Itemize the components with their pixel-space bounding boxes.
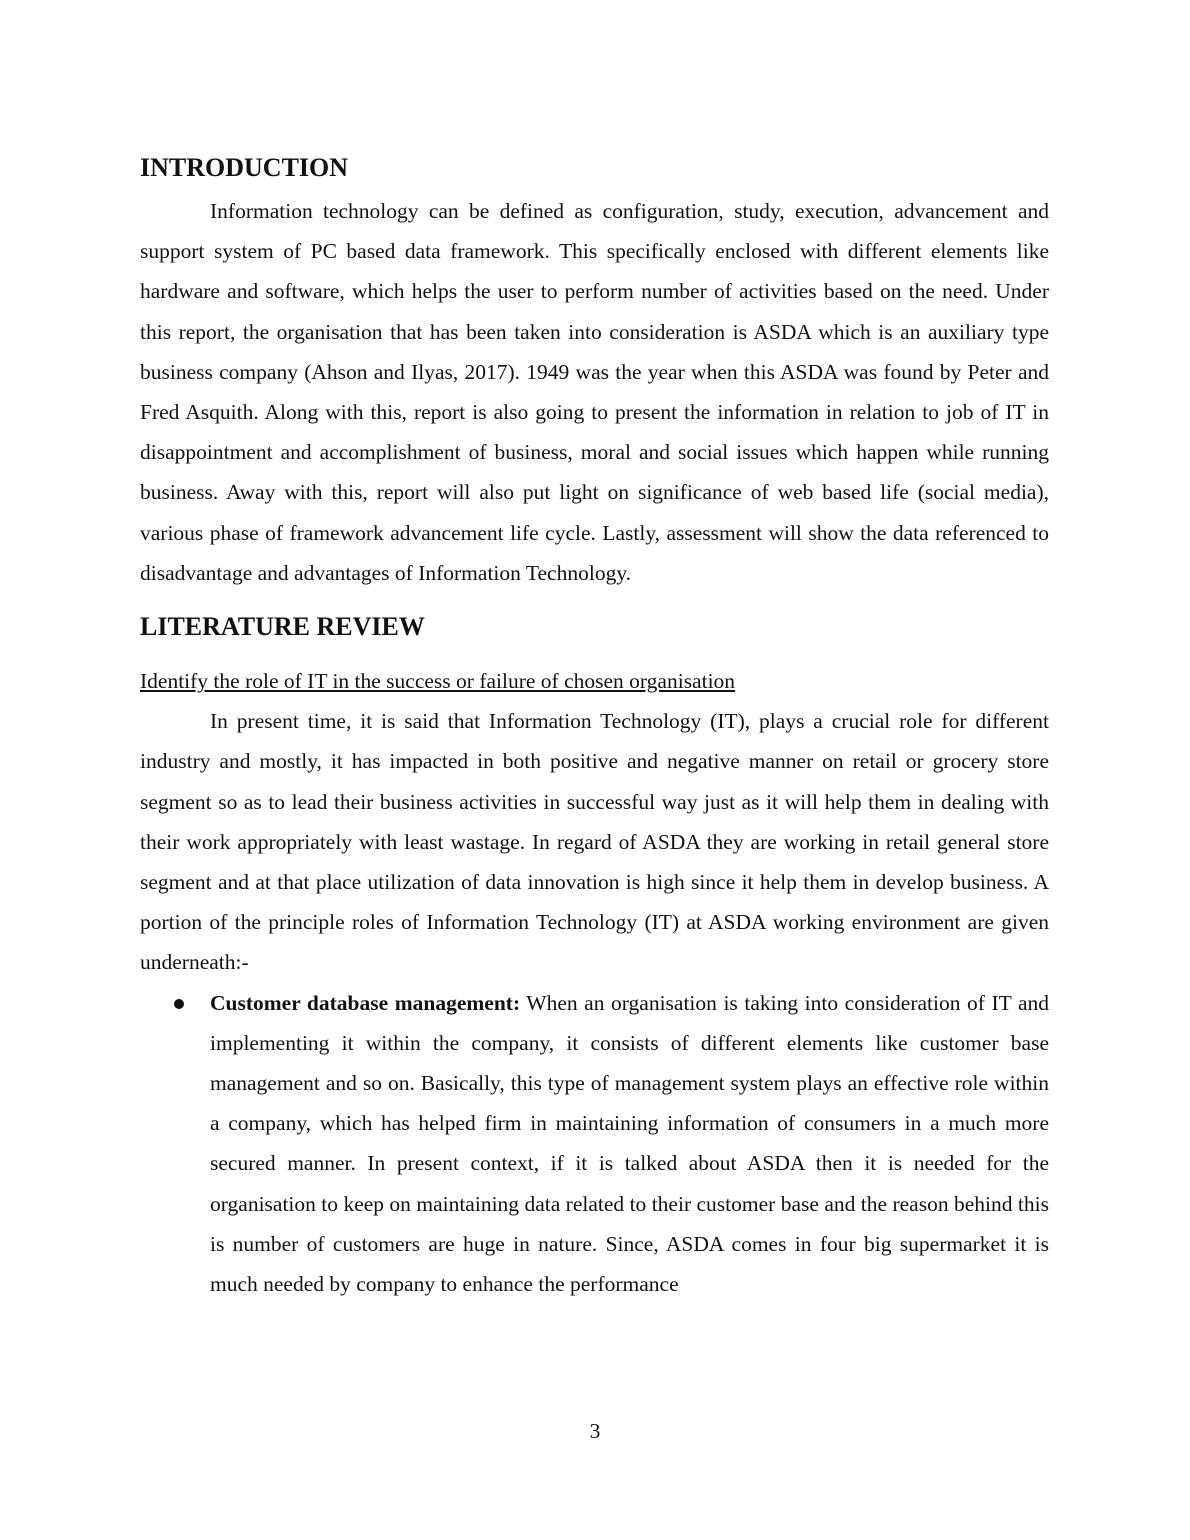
- introduction-heading: INTRODUCTION: [140, 153, 349, 182]
- document-page: [140, 148, 1049, 1304]
- bullet-dot-icon: [174, 999, 184, 1009]
- bullet-text: When an organisation is taking into consideration of IT and implementing it within the company, it consists of different elements like customer base management and so on. Basically, this type of management system plays an effective role within a company, which has helped firm in maintaining information of consumers in a much more secured manner. In present context, if it is talked about ASDA then it is needed for the organisation to keep on maintaining data related to their customer base and the reason behind this is number of customers are huge in nature. Since, ASDA comes in four big supermarket it is much needed by company to enhance the performance: [210, 990, 1049, 1297]
- bullet-term: Customer database management:: [210, 990, 521, 1015]
- bullet-list-item: [140, 983, 1049, 1305]
- literature-review-heading: LITERATURE REVIEW: [140, 612, 425, 642]
- introduction-paragraph: Information technology can be defined as configuration, study, execution, advancement and support system of PC based data framework. This specifically enclosed with different elements like hardware and software, which helps the user to perform number of activities based on the need. Under this report, the organisation that has been taken into consideration is ASDA which is an auxiliary type business company (Ahson and Ilyas, 2017). 1949 was the year when this ASDA was found by Peter and Fred Asquith. Along with this, report is also going to present the information in relation to job of IT in disappointment and accomplishment of business, moral and social issues which happen while running business. Away with this, report will also put light on significance of web based life (social media), various phase of framework advancement life cycle. Lastly, assessment will show the data referenced to disadvantage and advantages of Information Technology.: [140, 199, 1049, 585]
- literature-review-paragraph: In present time, it is said that Information Technology (IT), plays a crucial role for different industry and mostly, it has impacted in both positive and negative manner on retail or grocery store segment so as to lead their business activities in successful way just as it will help them in dealing with their work appropriately with least wastage. In regard of ASDA they are working in retail general store segment and at that place utilization of data innovation is high since it help them in develop business. A portion of the principle roles of Information Technology (IT) at ASDA working environment are given underneath:-: [140, 709, 1049, 975]
- literature-review-subheading: Identify the role of IT in the success or failure of chosen organisation: [140, 669, 736, 694]
- page-number: 3: [589, 1419, 601, 1443]
